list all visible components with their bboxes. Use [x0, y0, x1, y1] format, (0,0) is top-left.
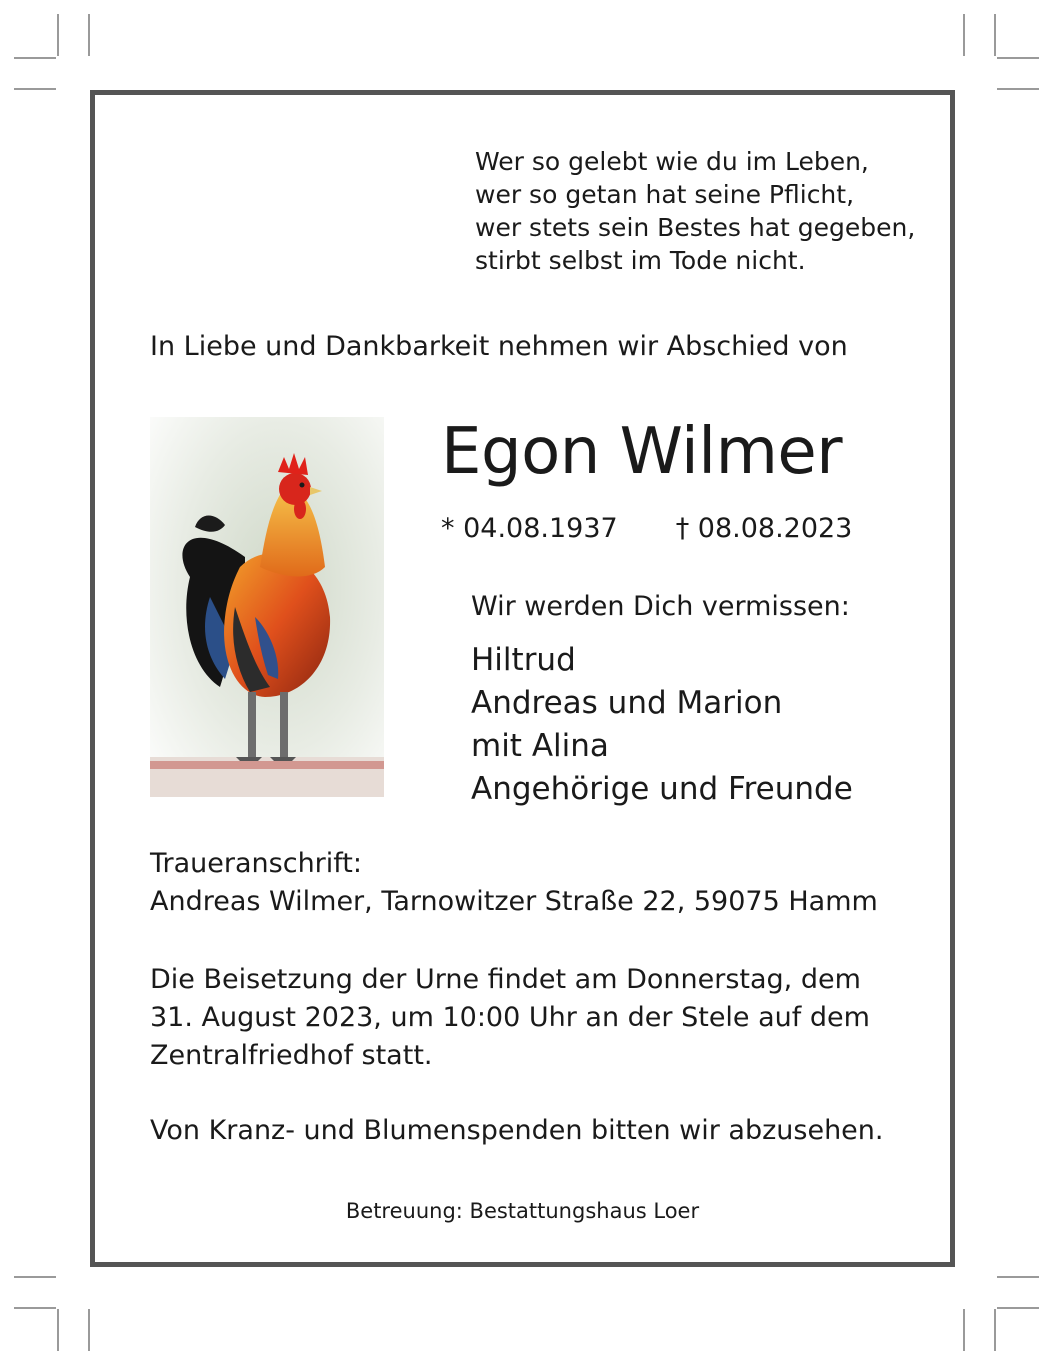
crop-mark [963, 14, 965, 56]
crop-mark [57, 1309, 59, 1351]
crop-mark [14, 88, 56, 90]
crop-mark [88, 1309, 90, 1351]
crop-mark [997, 57, 1039, 59]
mourner-name: mit Alina [471, 728, 609, 764]
memorial-poem [475, 145, 915, 277]
mourning-address [150, 845, 878, 921]
funeral-home: Betreuung: Bestattungshaus Loer [345, 1199, 700, 1223]
burial-line: Zentralfriedhof statt. [150, 1040, 433, 1071]
poem-line: stirbt selbst im Tode nicht. [475, 246, 806, 275]
crop-mark [963, 1309, 965, 1351]
crop-mark [997, 1307, 1039, 1309]
crop-mark [88, 14, 90, 56]
crop-mark [994, 1309, 996, 1351]
burial-info [150, 961, 870, 1075]
deceased-name: Egon Wilmer [441, 415, 843, 489]
poem-line: wer stets sein Bestes hat gegeben, [475, 213, 916, 242]
crop-mark [994, 14, 996, 56]
crop-mark [14, 1307, 56, 1309]
crop-mark [997, 88, 1039, 90]
flower-note: Von Kranz- und Blumenspenden bitten wir abzusehen. [150, 1115, 884, 1146]
mourner-name: Andreas und Marion [471, 685, 783, 721]
address-line: Andreas Wilmer, Tarnowitzer Straße 22, 59075 Hamm [150, 886, 878, 917]
poem-line: Wer so gelebt wie du im Leben, [475, 147, 869, 176]
farewell-intro: In Liebe und Dankbarkeit nehmen wir Abschied von [150, 331, 848, 362]
miss-you-heading: Wir werden Dich vermissen: [471, 591, 850, 622]
life-dates [441, 513, 852, 544]
death-date: † 08.08.2023 [675, 513, 853, 544]
mourner-name: Hiltrud [471, 642, 576, 678]
birth-date: * 04.08.1937 [441, 513, 618, 544]
address-label: Traueranschrift: [150, 848, 362, 879]
poem-line: wer so getan hat seine Pflicht, [475, 180, 855, 209]
crop-mark [997, 1276, 1039, 1278]
crop-mark [14, 57, 56, 59]
rooster-photo [150, 417, 384, 797]
crop-mark [57, 14, 59, 56]
mourner-list [471, 639, 853, 811]
mourner-name: Angehörige und Freunde [471, 771, 853, 807]
burial-line: Die Beisetzung der Urne findet am Donnerstag, dem [150, 964, 861, 995]
burial-line: 31. August 2023, um 10:00 Uhr an der Stele auf dem [150, 1002, 870, 1033]
crop-mark [14, 1276, 56, 1278]
notice-frame [90, 90, 955, 1267]
